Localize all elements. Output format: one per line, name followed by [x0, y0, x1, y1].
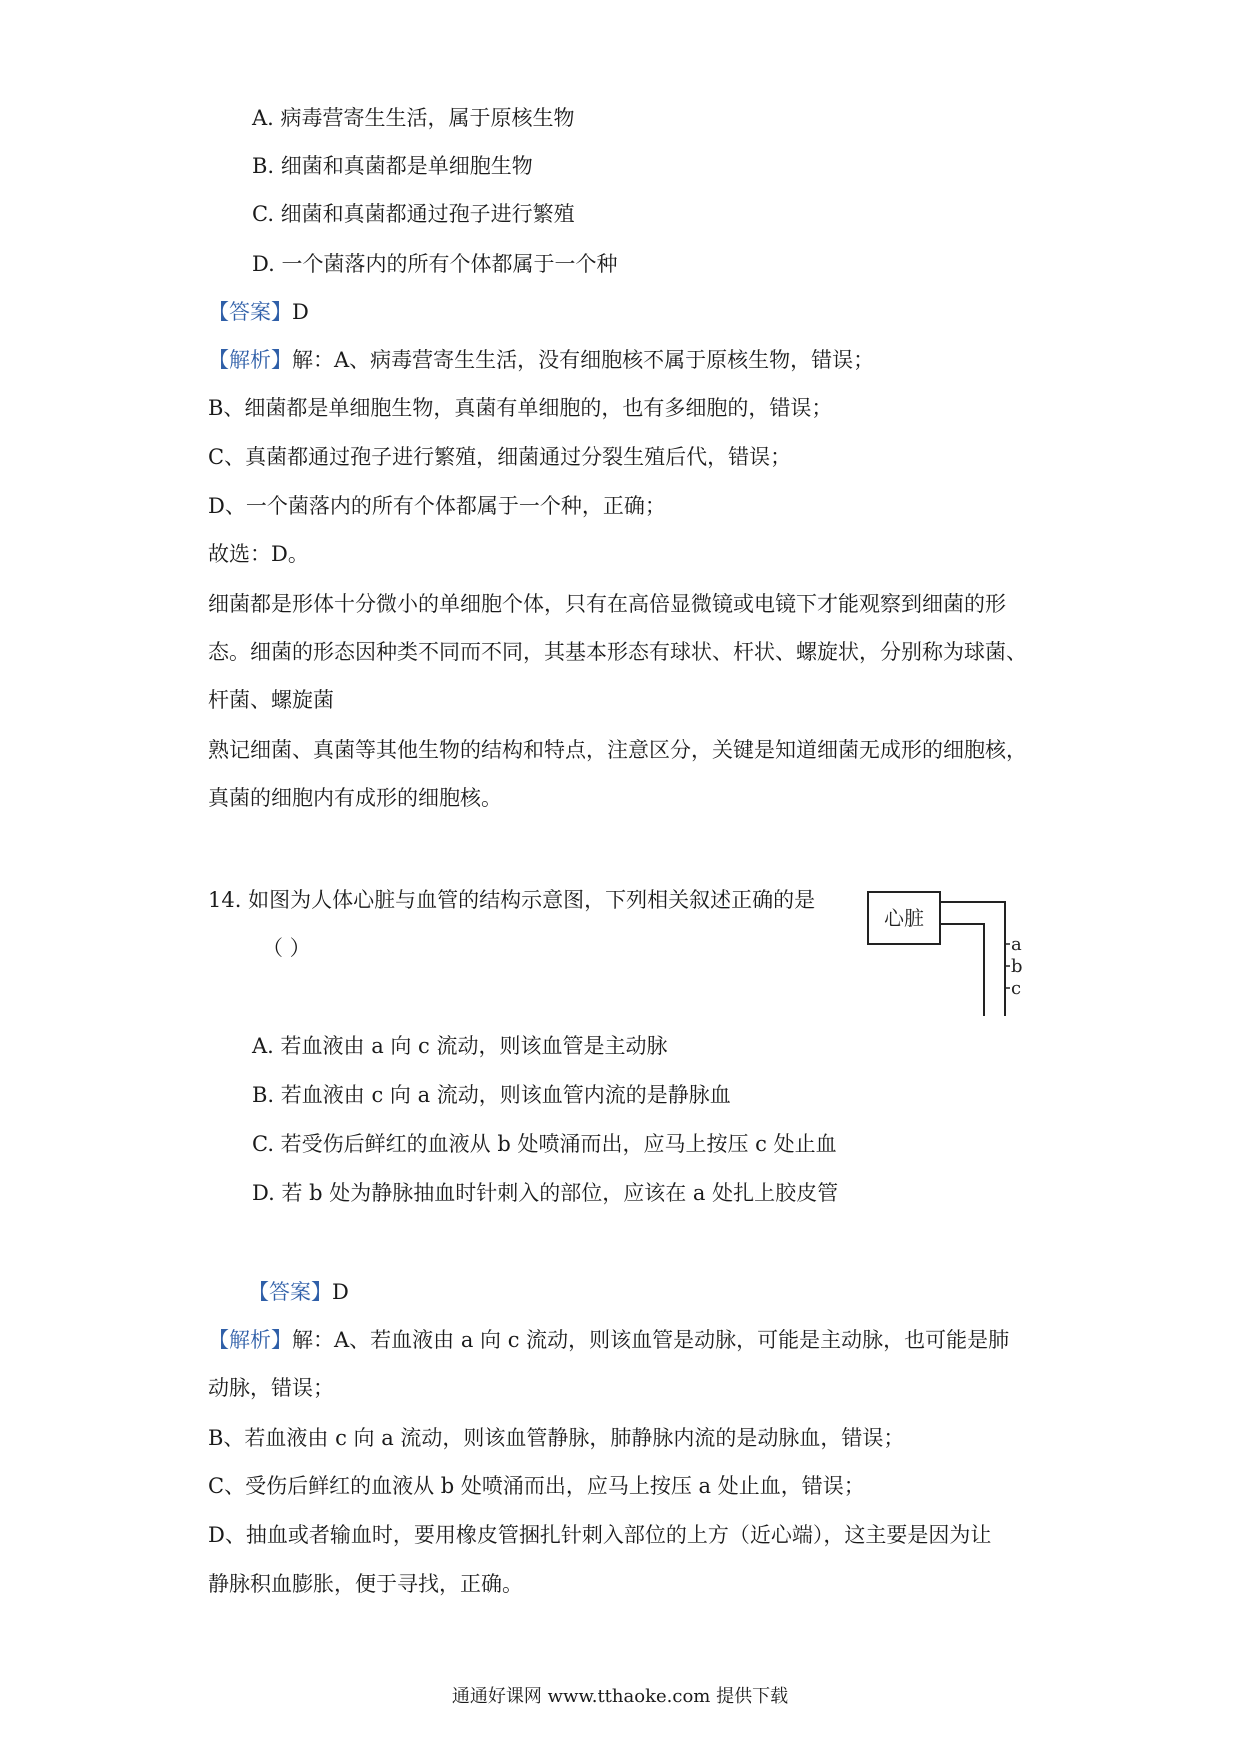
q13-analysis-line: D、一个菌落内的所有个体都属于一个种，正确； [208, 494, 666, 518]
analysis-text: 解：A、若血液由 a 向 c 流动，则该血管是动脉，可能是主动脉，也可能是肺 [292, 1328, 1010, 1352]
q13-option-c: C. 细菌和真菌都通过孢子进行繁殖 [252, 202, 575, 226]
analysis-text: 解：A、病毒营寄生生活，没有细胞核不属于原核生物，错误； [292, 348, 875, 372]
q13-analysis-line: 熟记细菌、真菌等其他生物的结构和特点，注意区分，关键是知道细菌无成形的细胞核， [208, 738, 1027, 762]
q14-option-b: B. 若血液由 c 向 a 流动，则该血管内流的是静脉血 [252, 1083, 731, 1107]
heart-vessel-diagram [860, 878, 1023, 1018]
q13-analysis-line [208, 346, 874, 374]
q13-analysis-line: 细菌都是形体十分微小的单细胞个体，只有在高倍显微镜或电镜下才能观察到细菌的形 [208, 592, 1006, 616]
label-a: a [1011, 934, 1022, 955]
q14-analysis-line: D、抽血或者输血时，要用橡皮管捆扎针刺入部位的上方（近心端），这主要是因为让 [208, 1523, 992, 1547]
q13-option-d: D. 一个菌落内的所有个体都属于一个种 [252, 252, 618, 276]
vessel-inner-wall [940, 924, 984, 1016]
answer-value: D [292, 300, 309, 324]
analysis-tag: 【解析】 [208, 1328, 292, 1352]
q14-option-c: C. 若受伤后鲜红的血液从 b 处喷涌而出，应马上按压 c 处止血 [252, 1132, 837, 1156]
heart-label: 心脏 [884, 906, 924, 930]
q14-analysis-line: C、受伤后鲜红的血液从 b 处喷涌而出，应马上按压 a 处止血，错误； [208, 1474, 865, 1498]
q13-analysis-line: C、真菌都通过孢子进行繁殖，细菌通过分裂生殖后代，错误； [208, 445, 792, 469]
q13-answer [208, 298, 309, 326]
q13-analysis-line: B、细菌都是单细胞生物，真菌有单细胞的，也有多细胞的，错误； [208, 396, 833, 420]
q14-analysis-line: B、若血液由 c 向 a 流动，则该血管静脉，肺静脉内流的是动脉血，错误； [208, 1426, 905, 1450]
q14-option-a: A. 若血液由 a 向 c 流动，则该血管是主动脉 [252, 1034, 668, 1058]
q13-option-b: B. 细菌和真菌都是单细胞生物 [252, 154, 533, 178]
q14-analysis-line [208, 1326, 1009, 1354]
answer-tag: 【答案】 [248, 1280, 332, 1304]
q14-answer [248, 1278, 349, 1306]
q14-analysis-line: 动脉，错误； [208, 1376, 334, 1400]
q13-option-a: A. 病毒营寄生生活，属于原核生物 [252, 106, 575, 130]
q14-stem: 14. 如图为人体心脏与血管的结构示意图，下列相关叙述正确的是 [208, 888, 816, 912]
q13-analysis-line: 态。细菌的形态因种类不同而不同，其基本形态有球状、杆状、螺旋状，分别称为球菌、 [208, 640, 1027, 664]
vessel-outer-wall [940, 902, 1005, 1016]
q14-option-d: D. 若 b 处为静脉抽血时针刺入的部位，应该在 a 处扎上胶皮管 [252, 1181, 839, 1205]
q14-blank: （ ） [262, 936, 311, 960]
answer-value: D [332, 1280, 349, 1304]
answer-tag: 【答案】 [208, 300, 292, 324]
q13-analysis-line: 真菌的细胞内有成形的细胞核。 [208, 786, 502, 810]
q13-analysis-line: 故选：D。 [208, 542, 309, 566]
label-c: c [1011, 978, 1022, 999]
label-b: b [1011, 956, 1023, 977]
q13-analysis-line: 杆菌、螺旋菌 [208, 688, 334, 712]
page-footer: 通通好课网 www.tthaoke.com 提供下载 [451, 1686, 789, 1707]
q14-analysis-line: 静脉积血膨胀，便于寻找，正确。 [208, 1572, 523, 1596]
analysis-tag: 【解析】 [208, 348, 292, 372]
